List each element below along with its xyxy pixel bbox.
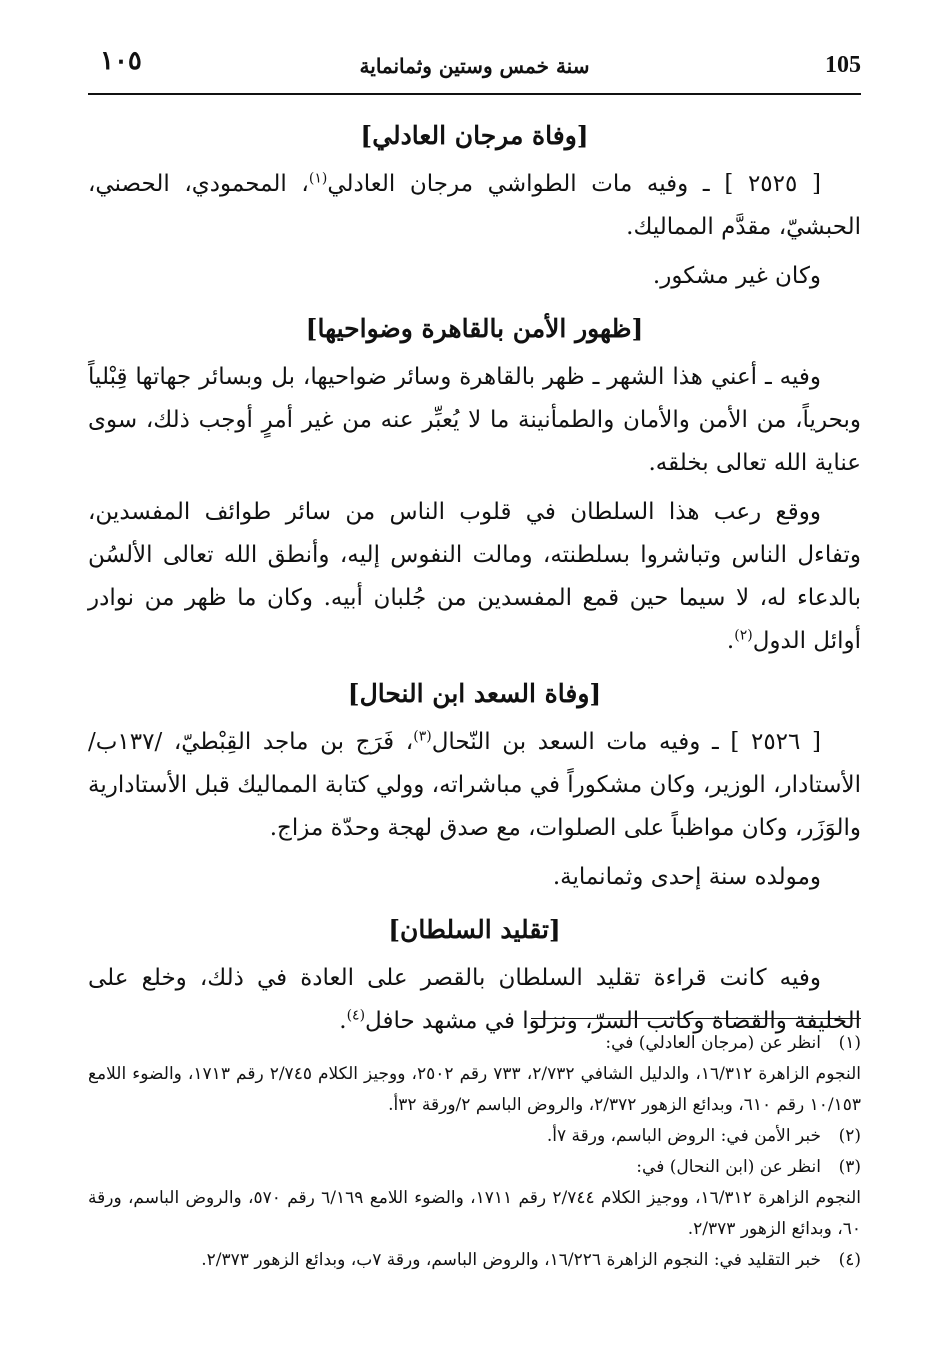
entry-paragraph [88,163,861,249]
footnote-number: (١) [838,1033,861,1053]
entry-text: ، المحمودي، الحصني، الحبشيّ، مقدَّم المماليك. [88,171,861,240]
entry-text: [ ٢٥٢٦ ] ـ وفيه مات السعد بن النّحال [431,729,821,755]
page-number-latin: 105 [825,52,861,78]
footnote [88,1121,861,1152]
running-title: سنة خمس وستين وثمانماية [359,54,590,78]
footnote-ref: (٤) [346,1007,366,1024]
header-rule [88,93,861,95]
entry-text: ، فَرَج بن ماجد القِبْطيّ، /١٣٧ب/ الأستادار، الوزير، وكان مشكوراً في مباشراته، وولي كتابة المماليك قبل الأستادارية والوَزَر، وكان مواظباً على الصلوات، مع صدق لهجة وحدّة مزاج. [88,729,861,841]
footnote-continuation: النجوم الزاهرة ١٦/٣١٢، ووجيز الكلام ٢/٧٤٤ رقم ١٧١١، والضوء اللامع ٦/١٦٩ رقم ٥٧٠، والروض الباسم، ورقة ٦٠، وبدائع الزهور ٢/٣٧٣. [88,1188,861,1239]
footnote-number: (٣) [838,1157,861,1177]
paragraph-text: وفيه كانت قراءة تقليد السلطان بالقصر على العادة في ذلك، وخلع على الخليفة والقضاة وكاتب السرّ، ونزلوا في مشهد حافل [88,965,861,1034]
footnote-number: (٤) [838,1250,861,1270]
footnote-text: انظر عن (مرجان العادلي) في: [605,1033,821,1053]
footnotes [88,1028,861,1276]
paragraph-text: ووقع رعب هذا السلطان في قلوب الناس من سائر طوائف المفسدين، وتفاءل الناس وتباشروا بسلطنته، ومالت النفوس إليه، وأنطق الله تعالى الألسُن بالدعاء له، لا سيما حين قمع المفسدين من جُلبان أبيه. وكان ما ظهر من نوادر أوائل الدول [88,499,861,654]
footnote-ref: (١) [308,170,328,187]
paragraph-text: . [726,628,735,654]
footnote [88,1028,861,1059]
footnote-continuation: النجوم الزاهرة ١٦/٣١٢، والدليل الشافي ٢/٧٣٢، ٧٣٣ رقم ٢٥٠٢، ووجيز الكلام ٢/٧٤٥ رقم ١٧١٣، والضوء اللامع ١٠/١٥٣ رقم ٦١٠، وبدائع الزهور ٢/٣٧٢، والروض الباسم ٢/ورقة ٣٢أ. [88,1064,861,1115]
page-header [88,40,861,92]
footnote [88,1245,861,1276]
paragraph-text: . [339,1008,347,1034]
section-heading: [وفاة مرجان العادلي] [360,121,589,150]
footnote-text: انظر عن (ابن النحال) في: [636,1157,821,1177]
footnote-ref: (٢) [734,627,753,644]
section-heading: [تقليد السلطان] [388,915,561,944]
section-heading: [وفاة السعد ابن النحال] [347,679,602,708]
footnote-number: (٢) [838,1126,861,1146]
main-text [88,105,861,1049]
entry-text: [ ٢٥٢٥ ] ـ وفيه مات الطواشي مرجان العادلي [327,171,821,197]
footnote-ref: (٣) [413,728,432,745]
paragraph: ومولده سنة إحدى وثمانماية. [552,864,821,890]
footnote-text: خبر الأمن في: الروض الباسم، ورقة ٧أ. [546,1126,821,1146]
paragraph [88,491,861,663]
footnote-separator [531,1018,861,1019]
footnote-text: خبر التقليد في: النجوم الزاهرة ١٦/٢٢٦، والروض الباسم، ورقة ٧ب، وبدائع الزهور ٢/٣٧٣. [201,1250,821,1270]
paragraph: وكان غير مشكور. [652,263,821,289]
page-number-arabic: ١٠٥ [100,46,142,76]
paragraph: وفيه ـ أعني هذا الشهر ـ ظهر بالقاهرة وسائر ضواحيها، بل وبسائر جهاتها قِبْلياً وبحرياً، من الأمن والأمان والطمأنينة ما لا يُعبِّر عنه من غير أمرٍ أوجب ذلك، سوى عناية الله تعالى بخلقه. [88,364,861,476]
section-heading: [ظهور الأمن بالقاهرة وضواحيها] [305,314,644,343]
footnote [88,1152,861,1183]
entry-paragraph [88,721,861,850]
